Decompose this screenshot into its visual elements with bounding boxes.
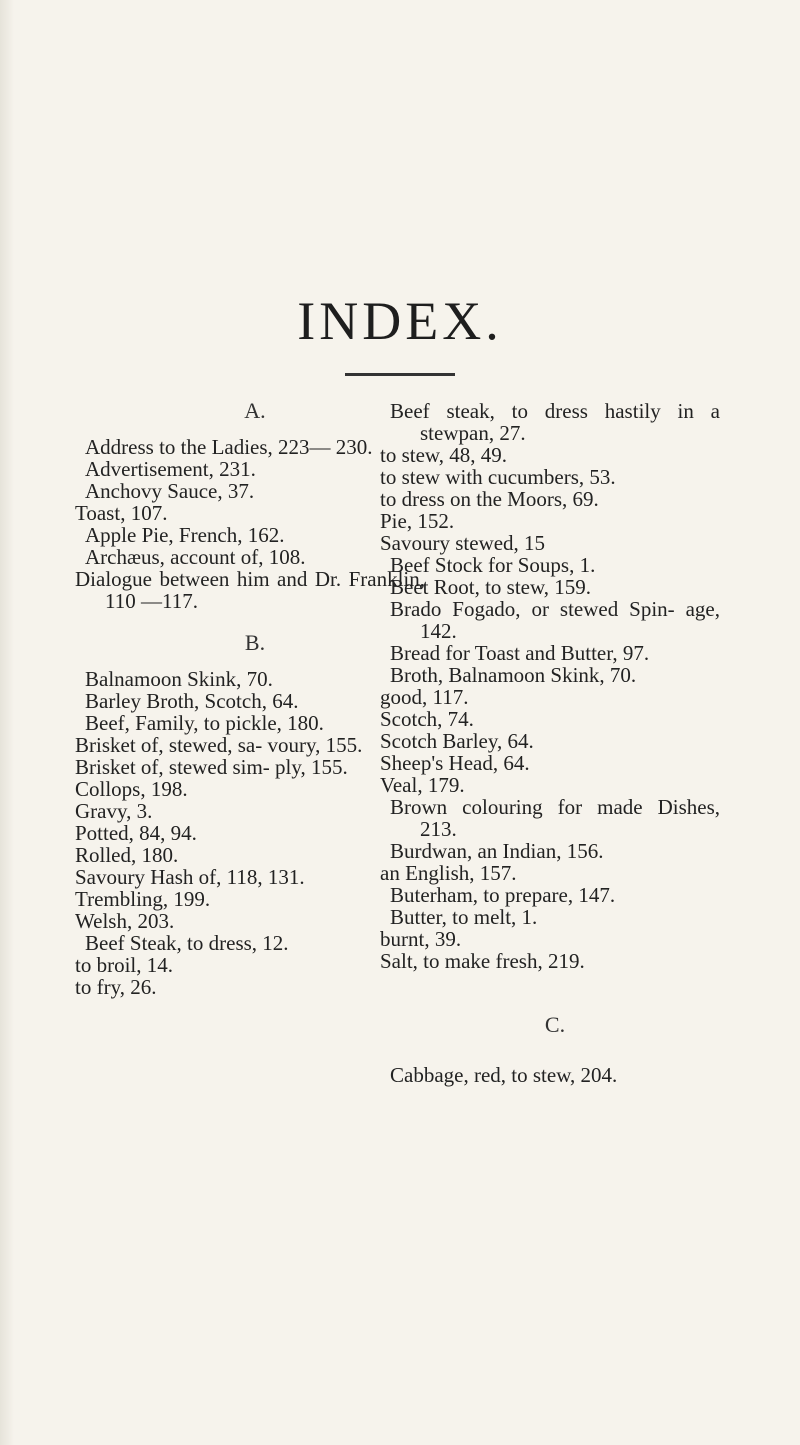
index-entry: Broth, Balnamoon Skink, 70. (390, 663, 637, 687)
index-entry: Brisket of, stewed, sa- voury, 155. (75, 733, 363, 757)
index-entry: Beet Root, to stew, 159. (390, 575, 592, 599)
index-entry: Potted, 84, 94. (75, 821, 197, 845)
index-entry: Pie, 152. (380, 509, 455, 533)
index-entry: Apple Pie, French, 162. (85, 523, 285, 547)
index-entry: Brown colouring for made Dishes, 213. (390, 795, 720, 841)
index-entry: Buterham, to prepare, 147. (390, 883, 616, 907)
index-entry: Beef, Family, to pickle, 180. (85, 711, 324, 735)
index-entry: to broil, 14. (75, 953, 173, 977)
index-entry: Dialogue between him and Dr. Franklin, 110 —117. (75, 567, 425, 613)
index-entry: Advertisement, 231. (85, 457, 256, 481)
index-entry: Savoury Hash of, 118, 131. (75, 865, 305, 889)
index-entry: Bread for Toast and Butter, 97. (390, 641, 650, 665)
index-entry: Sheep's Head, 64. (380, 751, 530, 775)
index-entry: Gravy, 3. (75, 799, 153, 823)
index-entry: an English, 157. (380, 861, 517, 885)
index-entry: Scotch, 74. (380, 707, 474, 731)
index-entry: to fry, 26. (75, 975, 157, 999)
index-entry: Savoury stewed, 15 (380, 531, 546, 555)
index-entry: Burdwan, an Indian, 156. (390, 839, 604, 863)
section-letter-a: A. (244, 398, 266, 423)
index-entry: Beef Stock for Soups, 1. (390, 553, 596, 577)
index-entry: Collops, 198. (75, 777, 188, 801)
index-entry: Barley Broth, Scotch, 64. (85, 689, 299, 713)
index-entry: Welsh, 203. (75, 909, 175, 933)
index-entry: good, 117. (380, 685, 469, 709)
title-rule (345, 373, 455, 376)
index-entry: burnt, 39. (380, 927, 462, 951)
index-entry: Toast, 107. (75, 501, 168, 525)
index-entry: Anchovy Sauce, 37. (85, 479, 255, 503)
page-title: INDEX. (297, 291, 503, 351)
index-entry: Trembling, 199. (75, 887, 211, 911)
index-entry: Address to the Ladies, 223— 230. (85, 435, 373, 459)
index-entry: Beef steak, to dress hastily in a stewpan, 27. (390, 399, 720, 445)
index-entry: Balnamoon Skink, 70. (85, 667, 273, 691)
index-entry: to stew, 48, 49. (380, 443, 507, 467)
left-column (75, 394, 425, 999)
index-entry: Archæus, account of, 108. (85, 545, 306, 569)
index-entry: Salt, to make fresh, 219. (380, 949, 585, 973)
right-column (380, 394, 720, 1087)
index-entry: Brisket of, stewed sim- ply, 155. (75, 755, 348, 779)
index-entry: Scotch Barley, 64. (380, 729, 534, 753)
page-gutter (0, 0, 14, 1445)
index-entry: Beef Steak, to dress, 12. (85, 931, 289, 955)
index-entry: to stew with cucumbers, 53. (380, 465, 616, 489)
section-letter-c: C. (544, 1012, 566, 1037)
index-entry: Veal, 179. (380, 773, 465, 797)
index-entry: Rolled, 180. (75, 843, 179, 867)
index-entry: Brado Fogado, or stewed Spin- age, 142. (390, 597, 720, 643)
index-entry: Cabbage, red, to stew, 204. (390, 1063, 618, 1087)
section-letter-b: B. (244, 630, 266, 655)
index-entry: to dress on the Moors, 69. (380, 487, 599, 511)
index-entry: Butter, to melt, 1. (390, 905, 538, 929)
